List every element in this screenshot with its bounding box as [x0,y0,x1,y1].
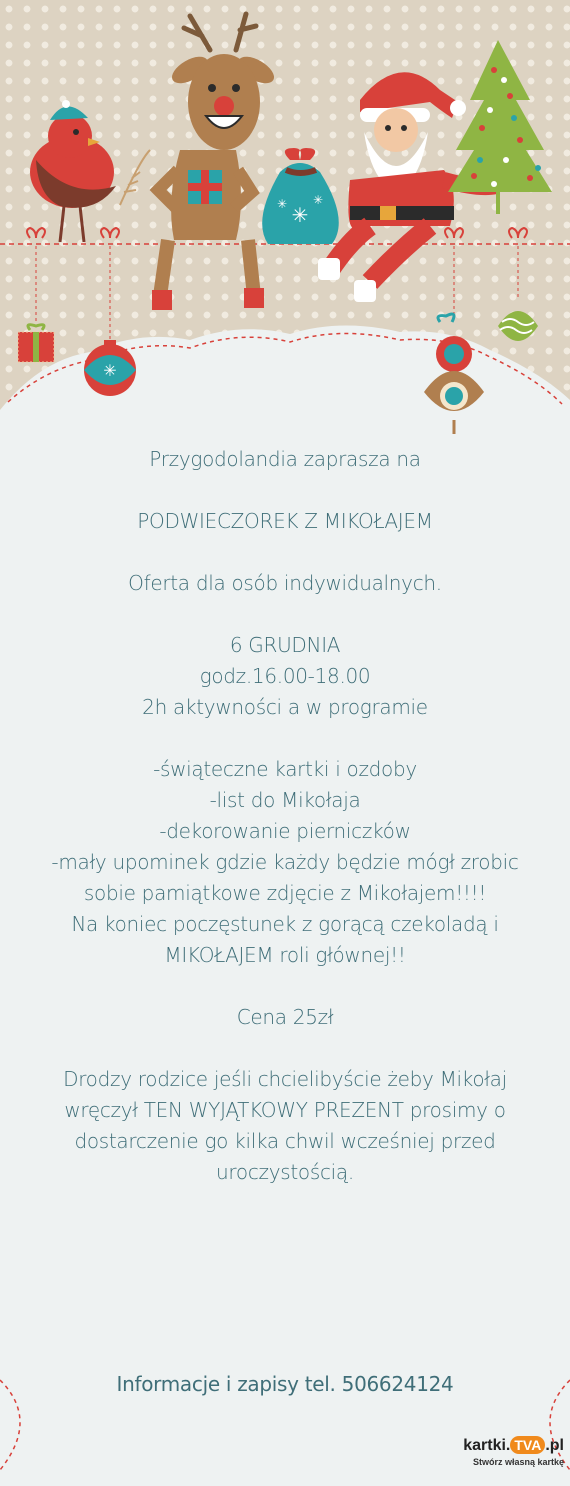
svg-text:✳: ✳ [103,361,117,380]
card-line [0,971,570,1002]
card-line: Drodzy rodzice jeśli chcielibyście żeby Mikołaj [63,1067,507,1091]
brand-badge: TVA [510,1436,545,1454]
card-line: 6 GRUDNIA [229,633,341,657]
card-line: -świąteczne kartki i ozdoby [153,757,417,781]
card-line: PODWIECZOREK Z MIKOŁAJEM [137,509,433,533]
svg-text:✳: ✳ [291,203,309,227]
card-line [0,475,570,506]
card-line: wręczył TEN WYJĄTKOWY PREZENT prosimy o [64,1098,506,1122]
card-line: uroczystością. [216,1160,354,1184]
reindeer [152,14,278,310]
brand-name: kartki. [463,1437,511,1454]
robin-bird [30,100,150,242]
card-line: Przygodolandia zaprasza na [149,447,421,471]
card-line: Oferta dla osób indywidualnych. [128,571,442,595]
svg-text:✳: ✳ [276,197,288,211]
invitation-text [0,444,570,1188]
card-line: dostarczenie go kilka chwil wcześniej przed [74,1129,496,1153]
brand-tagline: Stwórz własną kartkę [472,1457,564,1467]
card-line: -dekorowanie pierniczków [159,819,411,843]
card-line: godz.16.00-18.00 [199,664,371,688]
brand-suffix: .pl [545,1437,564,1454]
garland [0,228,570,340]
svg-text:✳: ✳ [312,193,324,207]
card-line: Cena 25zł [236,1005,334,1029]
card-line: sobie pamiątkowe zdjęcie z Mikołajem!!!! [83,881,487,905]
site-logo[interactable] [452,1436,564,1476]
card-line: -list do Mikołaja [209,788,361,812]
card-line [0,1033,570,1064]
green-ornament [498,311,538,341]
card-line: MIKOŁAJEM roli głównej!! [164,943,406,967]
gift-sack [262,148,339,244]
card-line [0,723,570,754]
contact-info: Informacje i zapisy tel. 506624124 [116,1372,454,1396]
card-line [0,537,570,568]
christmas-tree [448,40,552,214]
card-line: Na koniec poczęstunek z gorącą czekoladą i [71,912,499,936]
card-line [0,599,570,630]
gift-ornament [18,325,54,362]
card-line: 2h aktywności a w programie [142,695,428,719]
card-line: -mały upominek gdzie każdy będzie mógł zrobic [51,850,519,874]
